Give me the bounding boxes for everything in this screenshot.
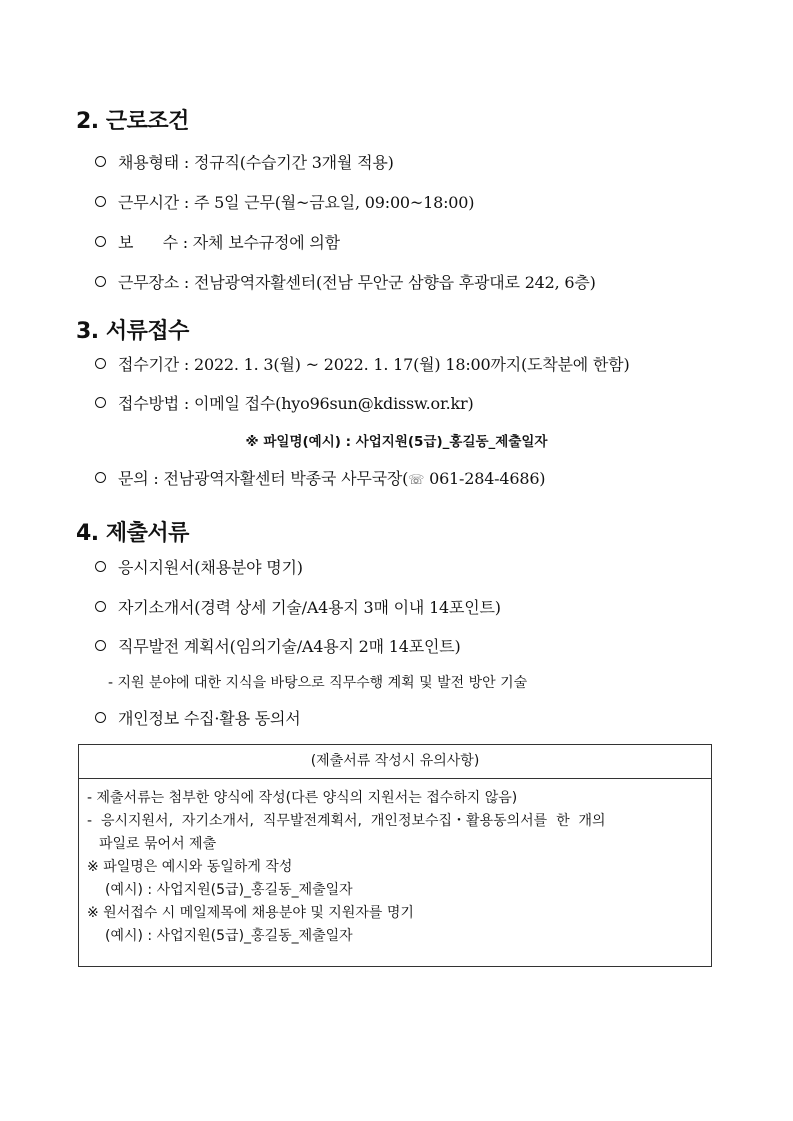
file-name-example-note: ※ 파일명(예시) : 사업지원(5급)_홍길동_제출일자 (245, 434, 548, 450)
job-plan-sub-note: - 지원 분야에 대한 지식을 바탕으로 직무수행 계획 및 발전 방안 기술 (108, 675, 528, 691)
list-item-job-plan: 직무발전 계획서(임의기술/A4용지 2매 14포인트) (95, 634, 461, 657)
notice-line: (예시) : 사업지원(5급)_홍길동_제출일자 (105, 882, 353, 898)
circle-bullet-icon (95, 397, 106, 408)
notice-line: - 제출서류는 첨부한 양식에 작성(다른 양식의 지원서는 접수하지 않음) (87, 790, 518, 806)
circle-bullet-icon (95, 472, 106, 483)
list-item-privacy-consent: 개인정보 수집·활용 동의서 (95, 706, 300, 729)
list-item-contact: 문의 : 전남광역자활센터 박종국 사무국장(☏ 061-284-4686) (95, 466, 545, 489)
list-item-salary: 보 수 : 자체 보수규정에 의함 (95, 230, 340, 253)
list-item-employment-type: 채용형태 : 정규직(수습기간 3개월 적용) (95, 150, 394, 173)
notice-line: ※ 원서접수 시 메일제목에 채용분야 및 지원자를 명기 (87, 905, 414, 921)
section-heading-documents: 4. 제출서류 (76, 521, 189, 546)
list-item-application-form: 응시지원서(채용분야 명기) (95, 555, 303, 578)
circle-bullet-icon (95, 601, 106, 612)
list-item-working-hours: 근무시간 : 주 5일 근무(월~금요일, 09:00~18:00) (95, 190, 474, 213)
notice-box-body (79, 779, 711, 948)
circle-bullet-icon (95, 276, 106, 287)
notice-box-header: (제출서류 작성시 유의사항) (79, 745, 711, 779)
phone-icon: ☏ (408, 473, 425, 488)
circle-bullet-icon (95, 640, 106, 651)
list-item-self-introduction: 자기소개서(경력 상세 기술/A4용지 3매 이내 14포인트) (95, 595, 501, 618)
list-item-application-method: 접수방법 : 이메일 접수(hyo96sun@kdissw.or.kr) (95, 391, 474, 414)
notice-line: 파일로 묶어서 제출 (99, 836, 217, 852)
circle-bullet-icon (95, 561, 106, 572)
notice-line: (예시) : 사업지원(5급)_홍길동_제출일자 (105, 928, 353, 944)
circle-bullet-icon (95, 196, 106, 207)
notice-line: - 응시지원서, 자기소개서, 직무발전계획서, 개인정보수집・활용동의서를 한 개의 (87, 813, 606, 829)
section-heading-application: 3. 서류접수 (76, 319, 189, 344)
circle-bullet-icon (95, 358, 106, 369)
notice-box (78, 744, 712, 967)
section-heading-working-conditions: 2. 근로조건 (76, 109, 189, 134)
circle-bullet-icon (95, 236, 106, 247)
list-item-application-period: 접수기간 : 2022. 1. 3(월) ~ 2022. 1. 17(월) 18:00까지(도착분에 한함) (95, 352, 629, 375)
circle-bullet-icon (95, 156, 106, 167)
circle-bullet-icon (95, 712, 106, 723)
notice-line: ※ 파일명은 예시와 동일하게 작성 (87, 859, 293, 875)
list-item-workplace: 근무장소 : 전남광역자활센터(전남 무안군 삼향읍 후광대로 242, 6층) (95, 270, 596, 293)
